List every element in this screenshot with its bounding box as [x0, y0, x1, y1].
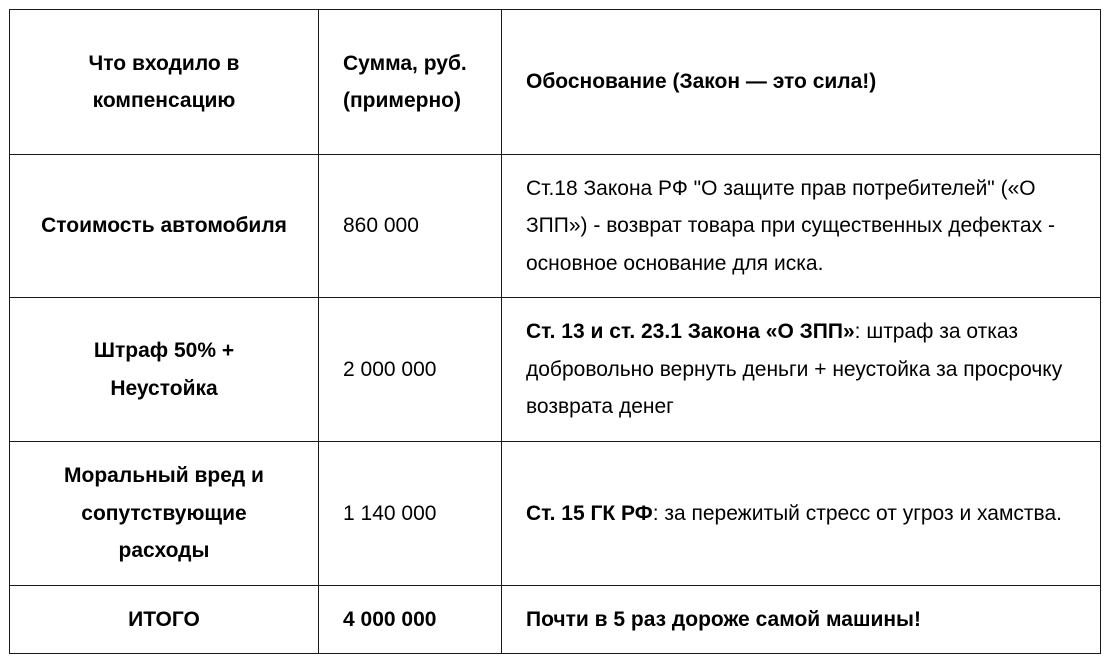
table-row [10, 442, 1101, 586]
header-amount [319, 10, 502, 155]
row-amount: 860 000 [319, 155, 502, 298]
table-row [10, 298, 1101, 442]
compensation-table [9, 9, 1101, 654]
header-item-text: Что входило в компенсацию [88, 51, 240, 112]
row-item [10, 298, 319, 442]
row-basis-bold: Ст. 15 ГК РФ [526, 501, 653, 525]
header-item [10, 10, 319, 155]
row-basis-text: : за пережитый стресс от угроз и хамства. [652, 501, 1062, 525]
row-basis [502, 155, 1101, 298]
compensation-table-wrapper [9, 9, 1101, 654]
header-basis: Обоснование (Закон — это сила!) [502, 10, 1101, 155]
row-item-text: Штраф 50% + Неустойка [93, 339, 235, 400]
total-amount: 4 000 000 [319, 586, 502, 654]
header-amount-text: Сумма, руб. (примерно) [343, 51, 467, 112]
row-basis [502, 298, 1101, 442]
row-basis-text: Ст.18 Закона РФ "О защите прав потребителей" («О ЗПП») - возврат товара при существенных дефектах - основное основание для иска. [526, 176, 1055, 275]
row-item-text: Моральный вред и сопутствующие расходы [64, 464, 264, 563]
row-item [10, 442, 319, 586]
table-header-row [10, 10, 1101, 155]
row-basis [502, 442, 1101, 586]
row-amount: 1 140 000 [319, 442, 502, 586]
table-row [10, 155, 1101, 298]
table-total-row [10, 586, 1101, 654]
row-amount: 2 000 000 [319, 298, 502, 442]
row-basis-text: : штраф за отказ добровольно вернуть деньги + неустойка за просрочку возврата денег [526, 320, 1063, 419]
row-basis-bold: Ст. 13 и ст. 23.1 Закона «О ЗПП» [526, 320, 855, 344]
total-note: Почти в 5 раз дороже самой машины! [502, 586, 1101, 654]
row-item: Стоимость автомобиля [10, 155, 319, 298]
total-label: ИТОГО [10, 586, 319, 654]
